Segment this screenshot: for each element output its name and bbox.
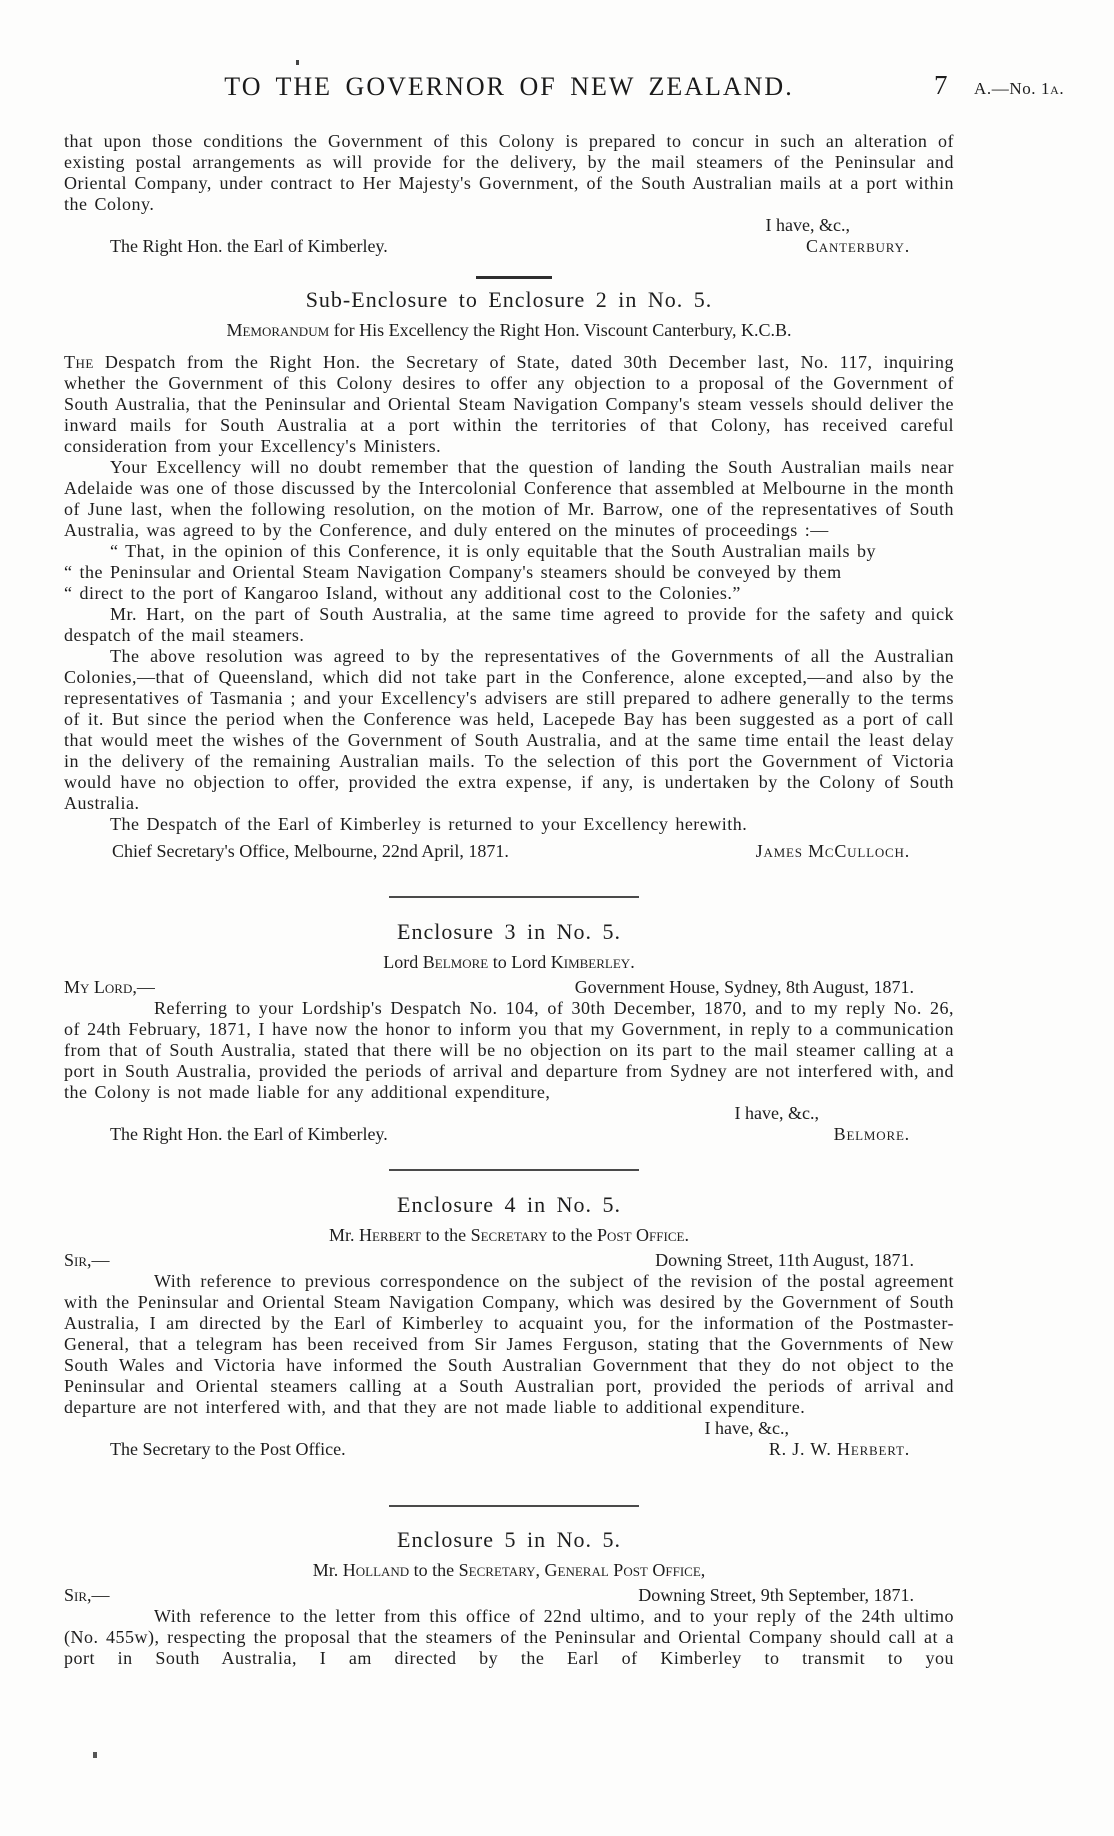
enclosure-3-valediction: I have, &c., <box>734 1103 819 1123</box>
section-divider-1 <box>476 276 552 279</box>
enclosure-4-byline: Mr. Herbert to the Secretary to the Post Office. <box>329 1225 689 1245</box>
section-divider-4 <box>389 1505 639 1507</box>
enclosure-5-body: With reference to the letter from this office of 22nd ultimo, and to your reply of the 24th ultimo (No. 455w), respecting the proposal that the steamers of the Peninsular and Oriental Company should call at a port in South Australia, I am directed by the Earl of Kimberley to transmit to you <box>64 1606 954 1668</box>
memo-paragraph-3: Mr. Hart, on the part of South Australia, at the same time agreed to provide for the safety and quick despatch of the mail steamers. <box>64 604 954 645</box>
doc-reference <box>974 79 1064 99</box>
enclosure-4-heading: Enclosure 4 in No. 5. <box>397 1192 621 1217</box>
intro-paragraph: that upon those conditions the Government of this Colony is prepared to concur in such an alteration of existing postal arrangements as will provide for the delivery, by the mail steamers of the Peninsular and Oriental Company, under contract to Her Majesty's Government, of the South Australian mails at a port within the Colony. <box>64 131 954 214</box>
enclosure-4-salutation-row <box>64 1250 954 1271</box>
memo-office-line: Chief Secretary's Office, Melbourne, 22nd April, 1871. <box>112 841 509 861</box>
memo-paragraph-5: The Despatch of the Earl of Kimberley is returned to your Excellency herewith. <box>110 814 748 834</box>
memo-signature: James McCulloch. <box>755 841 910 861</box>
memorandum-label: Memorandum <box>226 320 330 340</box>
enclosure-5-salutation: Sir,— <box>64 1585 110 1605</box>
enclosure-3-salutation: My Lord,— <box>64 977 155 997</box>
enclosure-5-byline: Mr. Holland to the Secretary, General Post Office, <box>312 1560 706 1580</box>
enclosure-4-signature: R. J. W. Herbert. <box>768 1439 910 1459</box>
memo-resolution-quote <box>64 541 954 604</box>
enclosure-5-salutation-row <box>64 1585 954 1606</box>
enclosure-5-heading: Enclosure 5 in No. 5. <box>397 1527 621 1552</box>
enclosure-3-dateline: Government House, Sydney, 8th August, 1871. <box>574 977 914 997</box>
intro-letter-closing <box>64 131 954 257</box>
enclosure-4-signature-row <box>64 1439 954 1460</box>
memo-paragraph-4: The above resolution was agreed to by the representatives of the Governments of all the Australian Colonies,—that of Queensland, which did not take part in the Conference, alone excepted,—and also by the representatives of Tasmania ; and your Excellency's advisers are still prepared to adhere generally to the terms of it. But since the period when the Conference was held, Lacepede Bay has been suggested as a port of call that would meet the wishes of the Government of South Australia, and at the same time entail the least delay in the delivery of the remaining Australian mails. To the selection of this port the Government of Victoria would have no objection to offer, provided the extra expense, if any, is undertaken by the Colony of South Australia. <box>64 646 954 813</box>
intro-addressee: The Right Hon. the Earl of Kimberley. <box>110 236 388 256</box>
memorandum-addressee: for His Excellency the Right Hon. Viscount Canterbury, K.C.B. <box>329 320 792 340</box>
enclosure-4-valediction: I have, &c., <box>704 1418 789 1438</box>
quote-line: “ direct to the port of Kangaroo Island, without any additional cost to the Colonies.” <box>64 583 741 603</box>
page-title: TO THE GOVERNOR OF NEW ZEALAND. <box>224 72 794 101</box>
enclosure-3-byline: Lord Belmore to Lord Kimberley. <box>383 952 635 972</box>
ink-speck <box>93 1752 97 1758</box>
enclosure-4-section <box>64 1191 954 1460</box>
section-divider-2 <box>389 896 639 898</box>
enclosure-4-addressee: The Secretary to the Post Office. <box>110 1439 346 1459</box>
enclosure-3-signature-row <box>64 1124 954 1145</box>
intro-signature-row <box>64 236 954 257</box>
memo-signature-row <box>64 841 954 862</box>
intro-valediction: I have, &c., <box>765 215 850 235</box>
memo-paragraph-2: Your Excellency will no doubt remember that the question of landing the South Australian mails near Adelaide was one of those discussed by the Intercolonial Conference that assembled at Melbourne in the month of June last, when the following resolution, on the motion of Mr. Barrow, one of the representatives of South Australia, was agreed to by the Conference, and duly entered on the minutes of proceedings :— <box>64 457 954 540</box>
enclosure-3-signature: Belmore. <box>833 1124 910 1144</box>
enclosure-3-body: Referring to your Lordship's Despatch No. 104, of 30th December, 1870, and to my reply No. 26, of 24th February, 1871, I have now the honor to inform you that my Government, in reply to a communication from that of South Australia, stated that there will be no objection on its part to the mail steamer calling at a port in South Australia, provided the periods of arrival and departure from Sydney are not interfered with, and the Colony is not made liable for any additional expenditure, <box>64 998 954 1102</box>
section-divider-3 <box>389 1169 639 1171</box>
sub-enclosure-byline <box>64 318 954 342</box>
sub-enclosure-section <box>64 286 954 862</box>
quote-line: “ the Peninsular and Oriental Steam Navigation Company's steamers should be conveyed by them <box>64 562 842 582</box>
memo-paragraph-1-lead: The <box>64 352 94 372</box>
ink-speck <box>296 60 299 65</box>
sub-enclosure-heading: Sub-Enclosure to Enclosure 2 in No. 5. <box>305 287 713 312</box>
intro-signature: Canterbury. <box>805 236 910 256</box>
enclosure-4-salutation: Sir,— <box>64 1250 110 1270</box>
page-number: 7 <box>934 70 948 100</box>
text-column <box>64 0 954 1836</box>
enclosure-5-section <box>64 1526 954 1669</box>
enclosure-3-section <box>64 918 954 1145</box>
memo-paragraph-1 <box>64 352 954 457</box>
enclosure-3-heading: Enclosure 3 in No. 5. <box>397 919 621 944</box>
doc-reference-prefix: A.—No. 1 <box>974 79 1051 98</box>
enclosure-5-dateline: Downing Street, 9th September, 1871. <box>638 1585 914 1605</box>
enclosure-4-body: With reference to previous correspondence on the subject of the revision of the postal agreement with the Peninsular and Oriental Steam Navigation Company, which was desired by the Government of South Australia, I am directed by the Earl of Kimberley to acquaint you, for the information of the Postmaster-General, that a telegram has been received from Sir James Ferguson, stating that the Governments of New South Wales and Victoria have informed the South Australian Government that they do not object to the Peninsular and Oriental steamers calling at a South Australian port, provided the periods of arrival and departure are not interfered with, and that they are not made liable to additional expenditure. <box>64 1271 954 1417</box>
memo-paragraph-1-rest: Despatch from the Right Hon. the Secretary of State, dated 30th December last, No. 117, inquiring whether the Government of this Colony desires to offer any objection to a proposal of the Government of South Australia, that the Peninsular and Oriental Steam Navigation Company's steam vessels should deliver the inward mails for South Australia at a port within the territories of that Colony, has received careful consideration from your Excellency's Ministers. <box>64 352 954 456</box>
doc-reference-series: a. <box>1050 79 1065 98</box>
quote-line: “ That, in the opinion of this Conference, it is only equitable that the South Australian mails by <box>110 541 877 561</box>
enclosure-3-addressee: The Right Hon. the Earl of Kimberley. <box>110 1124 388 1144</box>
enclosure-3-salutation-row <box>64 977 954 998</box>
enclosure-4-dateline: Downing Street, 11th August, 1871. <box>655 1250 914 1270</box>
